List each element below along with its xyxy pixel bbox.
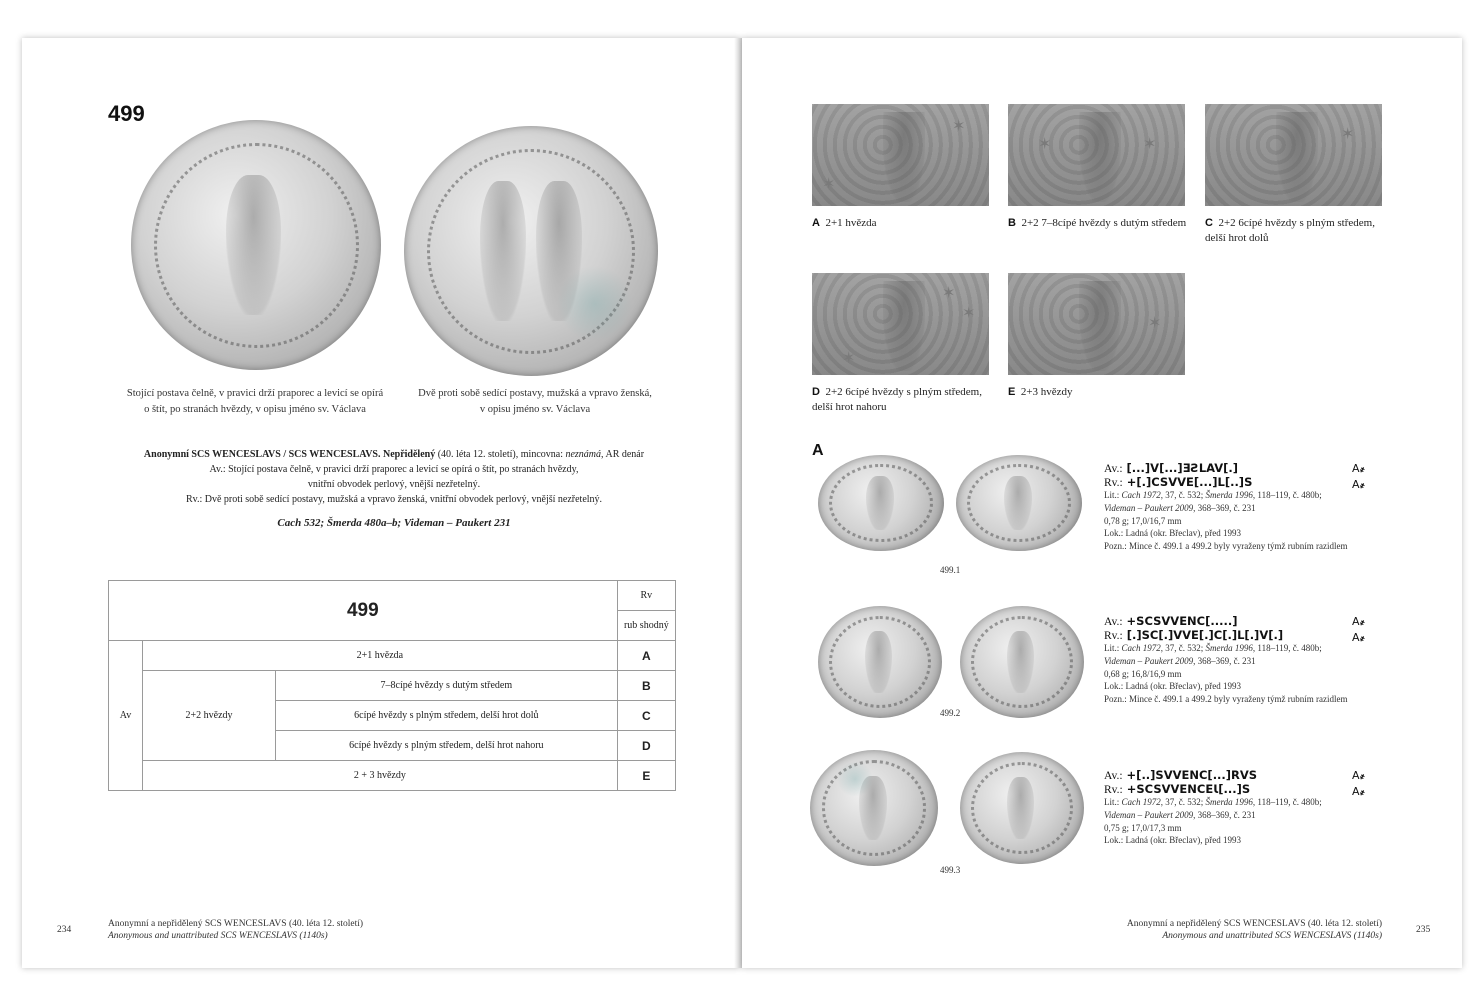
coin-499-3-reverse [960,752,1084,864]
die-table [108,580,676,791]
coin-499-1-reverse [956,455,1082,551]
right-running-footer: Anonymní a nepřidělený SCS WENCESLAVS (40. léta 12. století) Anonymous and unattributed SCS WENCESLAVS (1140s) [1126,919,1382,941]
table-row-2: 2+2 hvězdy [143,671,276,761]
detail-caption-b: B 2+2 7–8cípé hvězdy s dutým středem [1008,217,1187,229]
coin-obverse-large [131,120,381,370]
catalog-number: 499 [108,101,145,126]
table-letter-d: D [617,731,675,761]
detail-image-e: ✶ [1008,273,1185,375]
detail-caption-e: E 2+3 hvězdy [1008,386,1073,398]
desc-av1: Av.: Stojící postava čelně, v pravici drží praporec a levicí se opírá o štít, po stranách hvězdy, [209,464,579,475]
table-row-2a: 7–8cípé hvězdy s dutým středem [276,671,618,701]
desc-rv: Rv.: Dvě proti sobě sedící postavy, mužská a vpravo ženská, vnitřní obvodek perlový, vnější nezřetelný. [185,494,603,505]
table-row-3: 2 + 3 hvězdy [143,761,618,791]
detail-image-d: ✶ ✶ ✶ [812,273,989,375]
coin-499-2-reverse [960,606,1084,718]
coin-entry-499-2: Av.: +SCSVVENC[.....] Rv.: [.]SC[.]VVE[.]C[.]L[.]V[.] Lit.: Cach 1972, 37, č. 532; Šmerda 1996, 118–119, č. 480b; Videman – Paukert 2009, 368–369, č. 231 0,68 g; 16,8/16,9 mm Lok.: Ladná (okr. Břeclav), před 1993 Pozn.: Mince č. 499.1 a 499.2 byly vyraženy týmž rubním razidlem [1104,614,1348,705]
detail-image-a: ✶ ✶ [812,104,989,206]
coin-number-499-2: 499.2 [940,708,961,718]
coin-entry-499-1: Av.: [...]V[...]ƎꙄLAV[.] Rv.: +[.]CSVVE[...]L[..]S Lit.: Cach 1972, 37, č. 532; Šmerda 1996, 118–119, č. 480b; Videman – Paukert 2009, 368–369, č. 231 0,78 g; 17,0/16,7 mm Lok.: Ladná (okr. Břeclav), před 1993 Pozn.: Mince č. 499.1 a 499.2 byly vyraženy týmž rubním razidlem [1104,461,1348,552]
right-page-number: 235 [1416,925,1431,935]
die-codes-499-3: A҂ A҂ [1352,769,1366,798]
section-letter: A [812,442,824,459]
left-page-number: 234 [57,925,72,935]
coin-entry-499-3: Av.: +[..]SVVENC[...]RVS Rv.: +SCSVVENCEꙆ[...]S Lit.: Cach 1972, 37, č. 532; Šmerda 1996, 118–119, č. 480b; Videman – Paukert 2009, 368–369, č. 231 0,75 g; 17,0/17,3 mm Lok.: Ladná (okr. Břeclav), před 1993 [1104,768,1322,846]
die-codes-499-1: A҂ A҂ [1352,462,1366,491]
table-row-2b: 6cípé hvězdy s plným středem, delší hrot dolů [276,701,618,731]
legend-av: [...]V[...]ƎꙄLAV[.] [1126,461,1239,475]
detail-image-b: ✶ ✶ [1008,104,1185,206]
coin-number-499-3: 499.3 [940,865,961,875]
table-letter-c: C [617,701,675,731]
detail-caption-d: D 2+2 6cípé hvězdy s plným středem, delší hrot nahoru [812,386,982,413]
table-row-2c: 6cípé hvězdy s plným středem, delší hrot nahoru [276,731,618,761]
desc-av2: vnitřní obvodek perlový, vnější nezřetelný. [307,479,481,490]
die-codes-499-2: A҂ A҂ [1352,615,1366,644]
coin-499-2-obverse [818,606,942,718]
table-av-label: Av [109,641,143,791]
caption-obverse: Stojící postava čelně, v pravici drží praporec a levicí se opírá o štít, po stranách hvězdy, v opisu jméno sv. Václava [126,388,384,415]
table-letter-b: B [617,671,675,701]
table-number: 499 [109,581,618,641]
table-letter-a: A [617,641,675,671]
desc-title: Anonymní SCS WENCESLAVS / SCS WENCESLAVS. Nepřidělený (40. léta 12. století), mincovna: neznámá, AR denár [143,449,645,460]
detail-caption-c: C 2+2 6cípé hvězdy s plným středem, delší hrot dolů [1205,217,1375,244]
legend-rv: [.]SC[.]VVE[.]C[.]L[.]V[.] [1126,628,1284,642]
desc-refs: Cach 532; Šmerda 480a–b; Videman – Paukert 231 [277,517,511,529]
detail-caption-a: A 2+1 hvězda [812,217,877,229]
legend-rv: +SCSVVENCEꙆ[...]S [1126,782,1251,796]
legend-av: +SCSVVENC[.....] [1126,614,1238,628]
table-letter-e: E [617,761,675,791]
left-running-footer: Anonymní a nepřidělený SCS WENCESLAVS (40. léta 12. století) Anonymous and unattributed SCS WENCESLAVS (1140s) [108,919,364,941]
coin-description [108,447,680,531]
coin-499-1-obverse [818,455,944,551]
detail-image-c: ✶ [1205,104,1382,206]
caption-reverse: Dvě proti sobě sedící postavy, mužská a vpravo ženská, v opisu jméno sv. Václava [418,388,652,415]
legend-rv: +[.]CSVVE[...]L[..]S [1126,475,1253,489]
coin-number-499-1: 499.1 [940,565,961,575]
legend-av: +[..]SVVENC[...]RVS [1126,768,1258,782]
coin-reverse-large [404,126,658,376]
table-row-1: 2+1 hvězda [143,641,618,671]
table-rv-label: Rv [617,581,675,611]
coin-499-3-obverse [810,750,938,866]
table-rv-sub: rub shodný [617,611,675,641]
